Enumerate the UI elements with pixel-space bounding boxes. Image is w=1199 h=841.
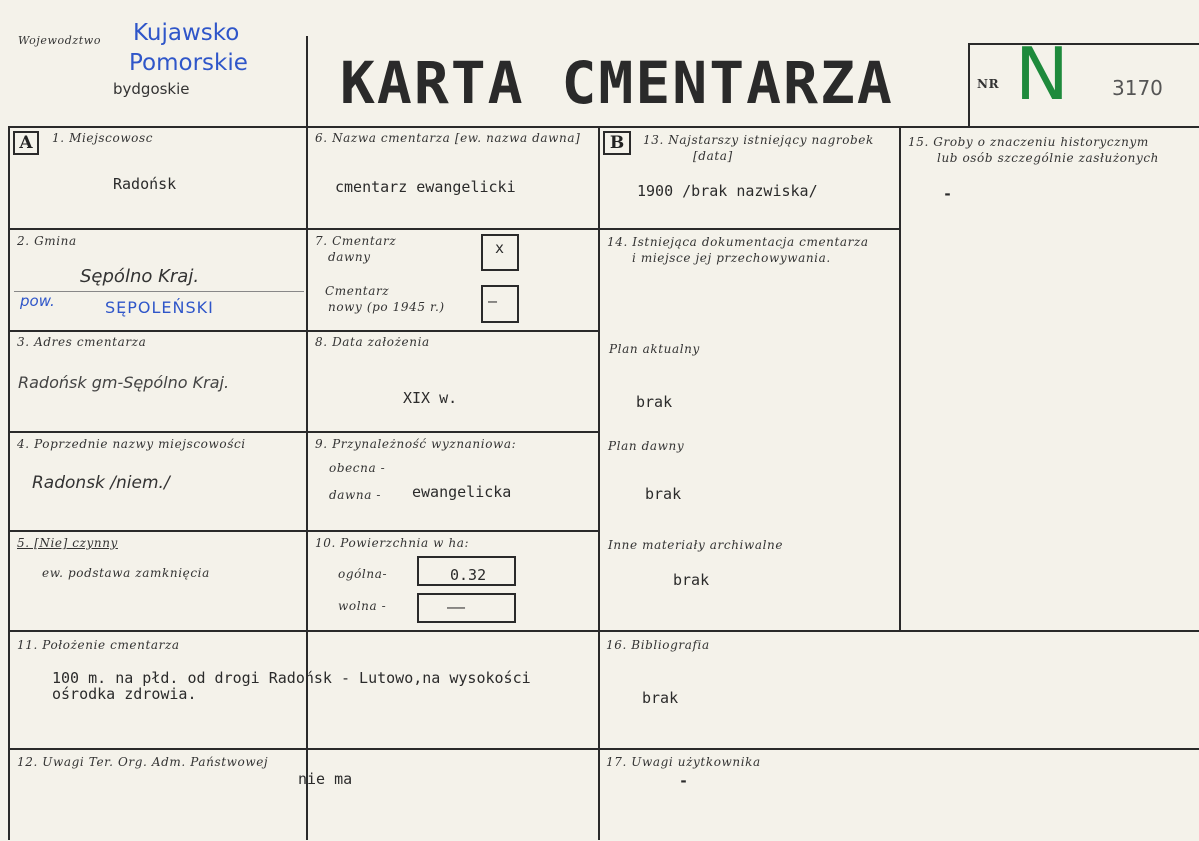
- divider: [306, 36, 308, 840]
- plan-current-value: brak: [636, 393, 673, 411]
- field-13-sublabel: [data]: [693, 149, 733, 163]
- field-7-old-sub: dawny: [328, 250, 371, 264]
- divider: [968, 43, 970, 128]
- nr-number: 3170: [1112, 76, 1163, 100]
- field-15-label: 15. Groby o znaczeniu historycznym: [908, 135, 1149, 149]
- field-11-label: 11. Położenie cmentarza: [17, 638, 180, 652]
- field-11-line2: ośrodka zdrowia.: [52, 685, 197, 703]
- field-9-former-label: dawna -: [329, 488, 382, 502]
- field-12-label: 12. Uwagi Ter. Org. Adm. Państwowej: [17, 755, 269, 769]
- field-11-line1: 100 m. na płd. od drogi Radońsk - Lutowo,na wysokości: [52, 669, 531, 687]
- field-underline: [14, 291, 304, 292]
- field-8-label: 8. Data założenia: [315, 335, 430, 349]
- divider: [968, 43, 1199, 45]
- field-14-label: 14. Istniejąca dokumentacja cmentarza: [607, 235, 869, 249]
- field-7-new-label: Cmentarz: [325, 284, 390, 298]
- section-a-marker: A: [13, 131, 39, 155]
- old-cemetery-mark: x: [495, 239, 505, 257]
- divider: [8, 228, 600, 230]
- field-16-label: 16. Bibliografia: [606, 638, 710, 652]
- section-b-marker: B: [603, 131, 631, 155]
- field-6-value: cmentarz ewangelicki: [335, 178, 516, 196]
- page-title: KARTA CMENTARZA: [340, 49, 894, 117]
- divider: [8, 530, 600, 532]
- free-area-box: [417, 593, 516, 623]
- divider: [8, 748, 1199, 750]
- field-2-pow-value: SĘPOLEŃSKI: [105, 298, 214, 317]
- nr-label: NR: [977, 77, 1000, 91]
- wojewodztwo-label: Wojewodztwo: [18, 34, 102, 47]
- field-17-value: -: [679, 772, 689, 790]
- field-4-value: Radonsk /niem./: [32, 473, 170, 493]
- field-5-sub: ew. podstawa zamknięcia: [42, 566, 210, 580]
- new-cemetery-checkbox: [481, 285, 519, 323]
- divider: [899, 126, 901, 632]
- field-10-free-label: wolna -: [338, 599, 387, 613]
- field-15-sublabel: lub osób szczególnie zasłużonych: [937, 151, 1159, 165]
- plan-old-value: brak: [645, 485, 682, 503]
- field-1-label: 1. Miejscowosc: [52, 131, 154, 145]
- field-14-sublabel: i miejsce jej przechowywania.: [632, 251, 831, 265]
- divider: [598, 126, 600, 840]
- divider: [8, 431, 600, 433]
- plan-current-label: Plan aktualny: [609, 342, 700, 356]
- field-7-new-sub: nowy (po 1945 r.): [328, 300, 445, 314]
- field-9-label: 9. Przynależność wyznaniowa:: [315, 437, 517, 451]
- region-name-line1: Kujawsko: [133, 20, 240, 46]
- region-old-name: bydgoskie: [113, 80, 190, 98]
- field-9-current-label: obecna -: [329, 461, 386, 475]
- divider: [8, 330, 600, 332]
- free-area-value: ——: [447, 598, 466, 616]
- field-17-label: 17. Uwagi użytkownika: [606, 755, 761, 769]
- field-3-label: 3. Adres cmentarza: [17, 335, 147, 349]
- field-4-label: 4. Poprzednie nazwy miejscowości: [17, 437, 246, 451]
- field-10-label: 10. Powierzchnia w ha:: [315, 536, 470, 550]
- region-name-line2: Pomorskie: [129, 50, 248, 76]
- field-13-value: 1900 /brak nazwiska/: [637, 182, 818, 200]
- field-3-value: Radońsk gm-Sępólno Kraj.: [18, 373, 230, 392]
- divider: [8, 126, 1199, 128]
- other-materials-label: Inne materiały archiwalne: [608, 538, 784, 552]
- nr-letter: N: [1015, 32, 1069, 116]
- field-1-value: Radońsk: [113, 175, 177, 193]
- field-8-value: XIX w.: [403, 389, 458, 407]
- divider: [8, 630, 1199, 632]
- field-12-value: nie ma: [298, 770, 353, 788]
- field-2-pow-label: pow.: [20, 292, 55, 310]
- field-5-label: 5. [Nie] czynny: [17, 536, 118, 550]
- field-10-total-label: ogólna-: [338, 567, 388, 581]
- field-6-label: 6. Nazwa cmentarza [ew. nazwa dawna]: [315, 131, 581, 145]
- total-area-value: 0.32: [450, 566, 487, 584]
- field-15-value: -: [943, 185, 953, 203]
- divider: [600, 228, 900, 230]
- field-2-value: Sępólno Kraj.: [80, 266, 200, 287]
- plan-old-label: Plan dawny: [608, 439, 685, 453]
- new-cemetery-mark: —: [488, 292, 498, 310]
- field-13-label: 13. Najstarszy istniejący nagrobek: [643, 133, 874, 147]
- field-9-former-value: ewangelicka: [412, 483, 512, 501]
- field-16-value: brak: [642, 689, 679, 707]
- field-7-old-label: 7. Cmentarz: [315, 234, 397, 248]
- other-materials-value: brak: [673, 571, 710, 589]
- field-2-label: 2. Gmina: [17, 234, 77, 248]
- divider: [8, 126, 10, 840]
